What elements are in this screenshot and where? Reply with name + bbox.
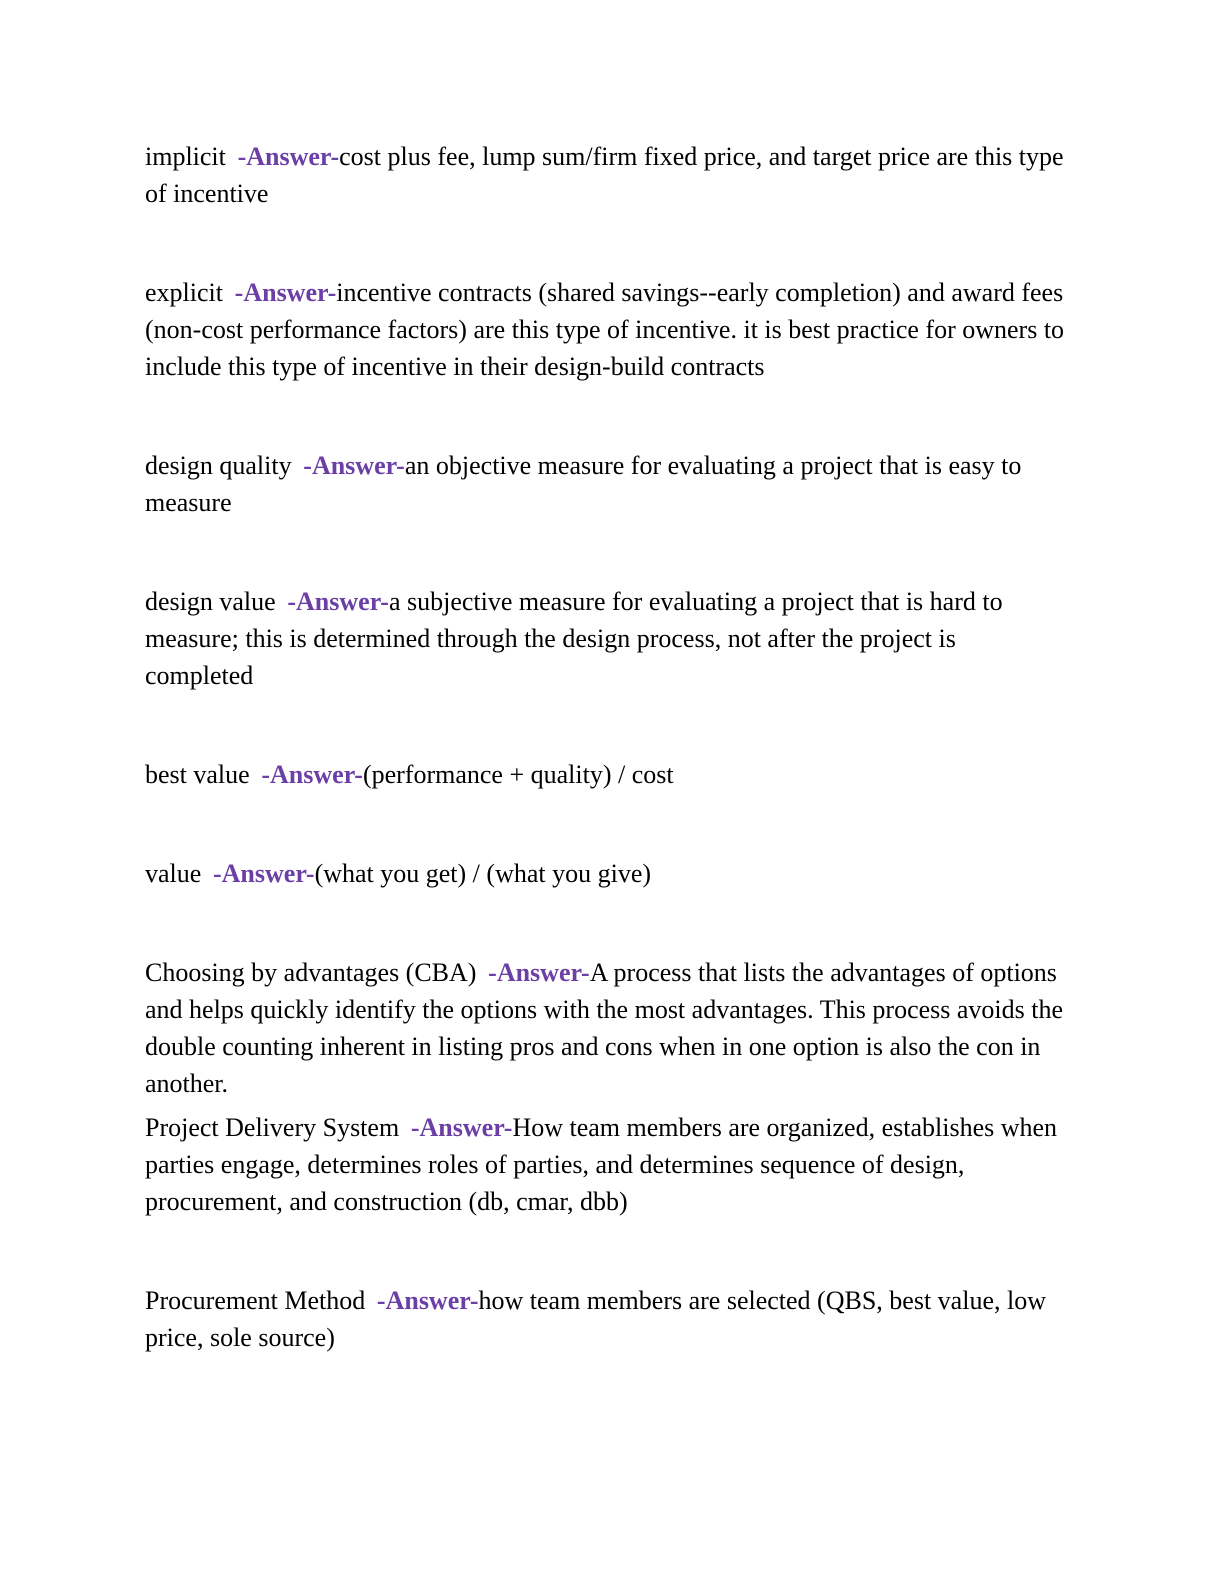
definition-text: a subjective measure for evaluating a project that is hard to measure; this is determined through the design process, not after the project is completed (145, 587, 1003, 690)
term-text: value (145, 859, 202, 888)
flashcard-block-design-quality (145, 447, 1070, 521)
definition-text: incentive contracts (shared savings--early completion) and award fees (non-cost performance factors) are this type of incentive. it is best practice for owners to include this type of incentive in their design-build contracts (145, 278, 1065, 381)
flashcard-block-project-delivery-system (145, 1109, 1070, 1220)
definition-text: an objective measure for evaluating a project that is easy to measure (145, 451, 1022, 517)
term-text: Choosing by advantages (CBA) (145, 958, 477, 987)
answer-label: -Answer- (376, 1286, 479, 1315)
answer-label: -Answer- (410, 1113, 513, 1142)
flashcard-block-implicit (145, 138, 1070, 212)
flashcard-block-procurement-method (145, 1282, 1070, 1356)
answer-label: -Answer- (488, 958, 590, 987)
flashcard-block-value (145, 855, 1070, 892)
answer-label: -Answer- (237, 142, 340, 171)
flashcard-block-cba (145, 954, 1070, 1102)
answer-label: -Answer- (234, 278, 337, 307)
document-content (145, 138, 1070, 1356)
term-text: Project Delivery System (145, 1113, 400, 1142)
term-text: implicit (145, 142, 226, 171)
flashcard-block-explicit (145, 274, 1070, 385)
answer-label: -Answer- (213, 859, 315, 888)
flashcard-block-design-value (145, 583, 1070, 694)
definition-text: How team members are organized, establishes when parties engage, determines roles of parties, and determines sequence of design, procurement, and construction (db, cmar, dbb) (145, 1113, 1058, 1216)
flashcard-block-best-value (145, 756, 1070, 793)
term-text: explicit (145, 278, 223, 307)
term-text: design value (145, 587, 276, 616)
definition-text: (what you get) / (what you give) (314, 859, 652, 888)
term-text: best value (145, 760, 250, 789)
term-text: design quality (145, 451, 292, 480)
definition-text: (performance + quality) / cost (362, 760, 674, 789)
definition-text: how team members are selected (QBS, best value, low price, sole source) (145, 1286, 1046, 1352)
answer-label: -Answer- (303, 451, 405, 480)
definition-text: A process that lists the advantages of options and helps quickly identify the options with the most advantages. This process avoids the double counting inherent in listing pros and cons when in one option is also the con in another. (145, 958, 1064, 1098)
definition-text: cost plus fee, lump sum/firm fixed price, and target price are this type of incentive (145, 142, 1064, 208)
term-text: Procurement Method (145, 1286, 366, 1315)
answer-label: -Answer- (261, 760, 363, 789)
answer-label: -Answer- (287, 587, 389, 616)
